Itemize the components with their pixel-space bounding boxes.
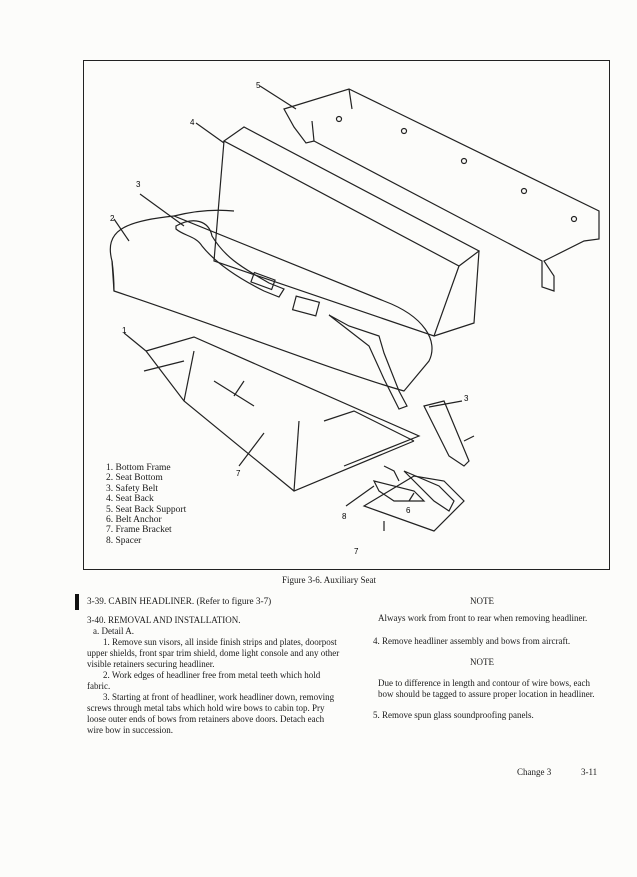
callout-1: 1: [122, 326, 127, 335]
callout-2: 2: [110, 214, 115, 223]
legend-item: 6. Belt Anchor: [106, 515, 162, 526]
legend-item: 7. Frame Bracket: [106, 525, 172, 536]
subsection-heading: 3-40. REMOVAL AND INSTALLATION.: [87, 615, 241, 625]
change-bar: [75, 594, 79, 610]
legend-item: 4. Seat Back: [106, 494, 154, 505]
callout-4: 4: [190, 118, 195, 127]
note-title-2: NOTE: [470, 657, 494, 667]
parts-legend: [106, 463, 186, 546]
step-5: 5. Remove spun glass soundproofing panels.: [373, 710, 534, 720]
change-label: Change 3: [517, 767, 552, 777]
callout-7-lower: 7: [354, 547, 359, 556]
legend-item: 8. Spacer: [106, 535, 142, 546]
legend-item: 3. Safety Belt: [106, 483, 158, 494]
figure-caption: Figure 3-6. Auxiliary Seat: [282, 575, 376, 585]
legend-item: 1. Bottom Frame: [106, 463, 171, 473]
step-4: 4. Remove headliner assembly and bows from aircraft.: [373, 636, 571, 646]
note-title: NOTE: [470, 596, 494, 606]
callout-7: 7: [236, 469, 241, 478]
callout-8: 8: [342, 512, 347, 521]
detail-label: a. Detail A.: [93, 626, 134, 636]
figure-frame: [83, 60, 610, 570]
note-text-2: Due to difference in length and contour of wire bows, each bow should be tagged to assure proper location in headliner.: [378, 678, 595, 699]
legend-item: 5. Seat Back Support: [106, 504, 187, 515]
callout-3-right: 3: [464, 394, 469, 403]
section-heading: 3-39. CABIN HEADLINER. (Refer to figure 3-7): [87, 596, 272, 606]
callout-5: 5: [256, 81, 261, 90]
legend-item: 2. Seat Bottom: [106, 473, 163, 484]
callout-3: 3: [136, 180, 141, 189]
step-2: 2. Work edges of headliner free from metal teeth which hold fabric.: [87, 670, 321, 691]
page-number: 3-11: [581, 767, 598, 777]
note-text: Always work from front to rear when removing headliner.: [378, 613, 588, 623]
step-1: 1. Remove sun visors, all inside finish strips and plates, doorpost upper shields, front spar trim shield, dome light console and any other visible retainers securing headliner.: [87, 637, 340, 669]
left-column: [87, 596, 342, 736]
callout-6: 6: [406, 506, 411, 515]
right-column: [357, 596, 607, 721]
step-3: 3. Starting at front of headliner, work headliner down, removing screws through metal tabs which hold wire bows to cabin top. Pry loose outer ends of bows from retainers above doors. Detach each wire bow in succession.: [87, 692, 335, 735]
